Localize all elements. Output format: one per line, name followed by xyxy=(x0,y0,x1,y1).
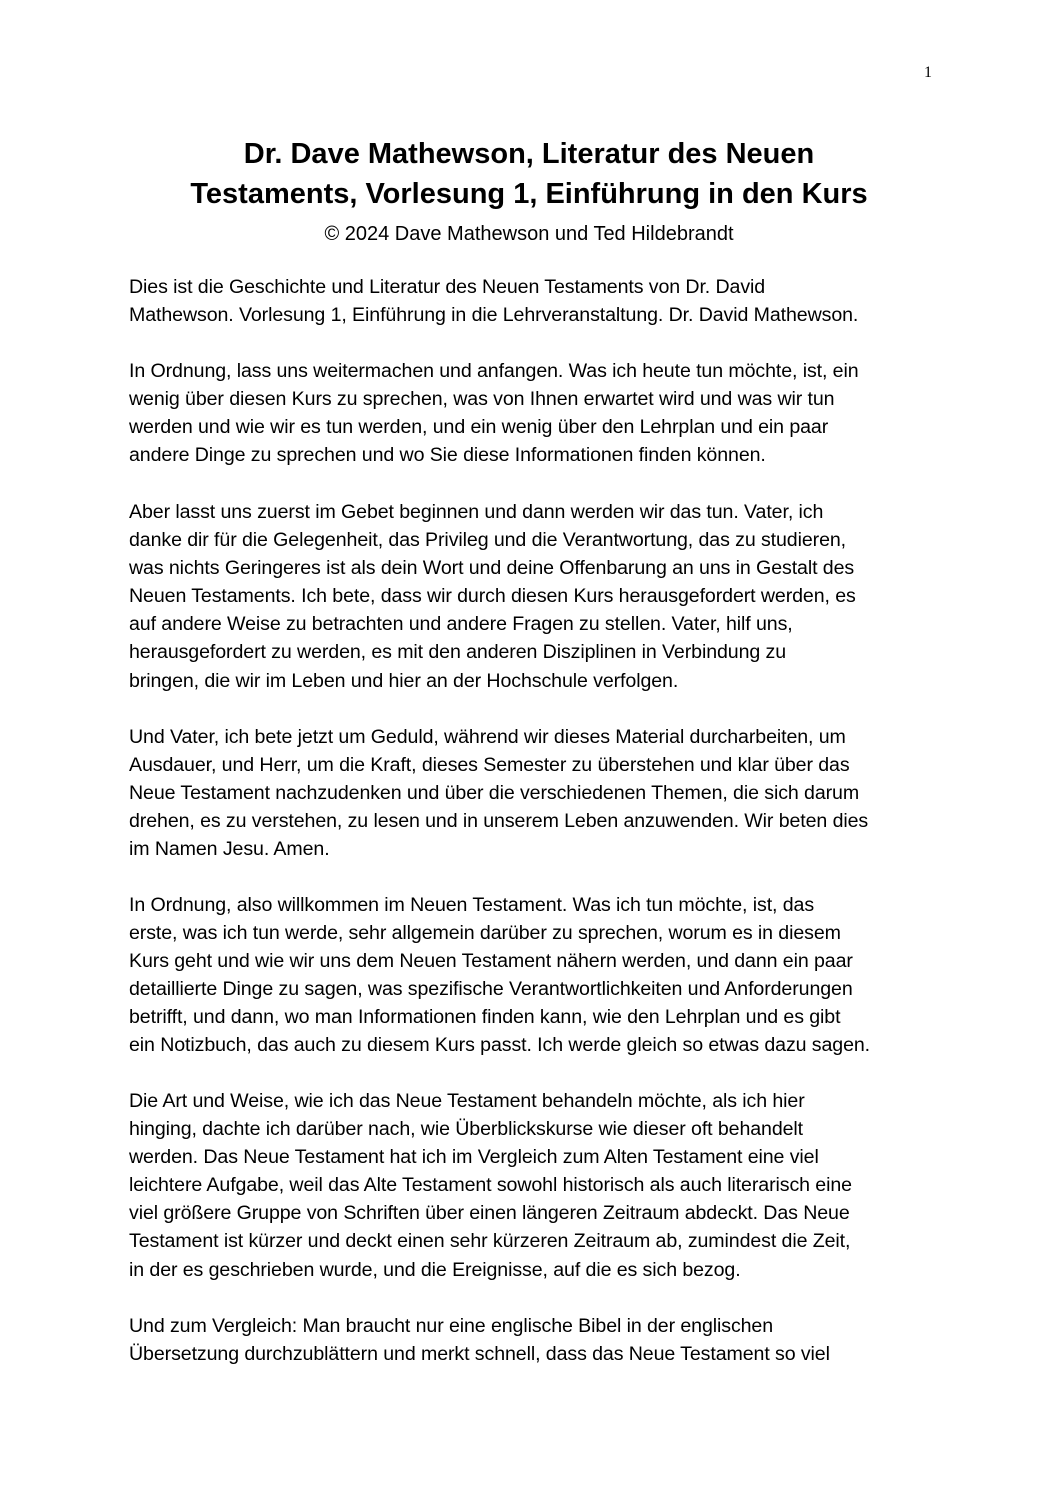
text-line: bringen, die wir im Leben und hier an der Hochschule verfolgen. xyxy=(129,669,679,692)
paragraph-intro xyxy=(129,273,939,329)
paragraph-approach xyxy=(129,1087,939,1284)
paragraph-prayer-continued xyxy=(129,723,939,863)
text-line: ein Notizbuch, das auch zu diesem Kurs passt. Ich werde gleich so etwas dazu sagen. xyxy=(129,1034,871,1057)
text-line: drehen, es zu verstehen, zu lesen und in unserem Leben anzuwenden. Wir beten dies xyxy=(129,810,869,833)
copyright-line: © 2024 Dave Mathewson und Ted Hildebrandt xyxy=(324,223,734,245)
text-line: Übersetzung durchzublättern und merkt schnell, dass das Neue Testament so viel xyxy=(129,1343,830,1366)
text-line: in der es geschrieben wurde, und die Ereignisse, auf die es sich bezog. xyxy=(129,1258,741,1281)
paragraph-prayer xyxy=(129,498,939,695)
text-line: Und Vater, ich bete jetzt um Geduld, während wir dieses Material durcharbeiten, um xyxy=(129,726,846,748)
paragraph-opening xyxy=(129,357,939,469)
text-line: leichtere Aufgabe, weil das Alte Testament sowohl historisch als auch literarisch eine xyxy=(129,1174,852,1197)
text-line: Testament ist kürzer und deckt einen sehr kürzeren Zeitraum ab, zumindest die Zeit, xyxy=(129,1230,851,1253)
text-line: viel größere Gruppe von Schriften über einen längeren Zeitraum abdeckt. Das Neue xyxy=(129,1202,850,1225)
text-line: Neue Testament nachzudenken und über die verschiedenen Themen, die sich darum xyxy=(129,782,860,805)
text-line: herausgefordert zu werden, es mit den anderen Disziplinen in Verbindung zu xyxy=(129,641,787,664)
text-line: Neuen Testaments. Ich bete, dass wir durch diesen Kurs herausgefordert werden, es xyxy=(129,585,856,608)
text-line: Und zum Vergleich: Man braucht nur eine englische Bibel in der englischen xyxy=(129,1315,774,1337)
text-line: Die Art und Weise, wie ich das Neue Testament behandeln möchte, als ich hier xyxy=(129,1090,805,1112)
page-number: 1 xyxy=(924,64,932,81)
text-line: werden. Das Neue Testament hat ich im Vergleich zum Alten Testament eine viel xyxy=(129,1146,819,1169)
paragraph-welcome xyxy=(129,891,939,1060)
text-line: im Namen Jesu. Amen. xyxy=(129,838,330,861)
text-line: was nichts Geringeres ist als dein Wort und deine Offenbarung an uns in Gestalt des xyxy=(129,557,855,580)
text-line: hinging, dachte ich darüber nach, wie Überblickskurse wie dieser oft behandelt xyxy=(129,1118,804,1141)
paragraph-comparison xyxy=(129,1312,939,1368)
text-line: Ausdauer, und Herr, um die Kraft, dieses Semester zu überstehen und klar über das xyxy=(129,754,850,777)
text-line: Kurs geht und wie wir uns dem Neuen Testament nähern werden, und dann ein paar xyxy=(129,950,853,973)
text-line: Mathewson. Vorlesung 1, Einführung in die Lehrveranstaltung. Dr. David Mathewson. xyxy=(129,304,859,327)
text-line: erste, was ich tun werde, sehr allgemein darüber zu sprechen, worum es in diesem xyxy=(129,922,841,945)
text-line: Dies ist die Geschichte und Literatur des Neuen Testaments von Dr. David xyxy=(129,276,766,298)
text-line: detaillierte Dinge zu sagen, was spezifische Verantwortlichkeiten und Anforderungen xyxy=(129,978,853,1001)
text-line: andere Dinge zu sprechen und wo Sie diese Informationen finden können. xyxy=(129,444,766,467)
title-line: Testaments, Vorlesung 1, Einführung in den Kurs xyxy=(190,178,868,210)
document-title xyxy=(100,134,958,214)
text-line: danke dir für die Gelegenheit, das Privileg und die Verantwortung, das zu studieren, xyxy=(129,529,847,552)
text-line: auf andere Weise zu betrachten und andere Fragen zu stellen. Vater, hilf uns, xyxy=(129,613,793,636)
text-line: Aber lasst uns zuerst im Gebet beginnen und dann werden wir das tun. Vater, ich xyxy=(129,501,824,523)
text-line: In Ordnung, also willkommen im Neuen Testament. Was ich tun möchte, ist, das xyxy=(129,894,815,916)
text-line: wenig über diesen Kurs zu sprechen, was von Ihnen erwartet wird und was wir tun xyxy=(129,388,835,411)
title-line: Dr. Dave Mathewson, Literatur des Neuen xyxy=(243,138,815,170)
text-line: werden und wie wir es tun werden, und ein wenig über den Lehrplan und ein paar xyxy=(129,416,829,439)
text-line: betrifft, und dann, wo man Informationen finden kann, wie den Lehrplan und es gibt xyxy=(129,1006,841,1029)
text-line: In Ordnung, lass uns weitermachen und anfangen. Was ich heute tun möchte, ist, ein xyxy=(129,360,859,382)
